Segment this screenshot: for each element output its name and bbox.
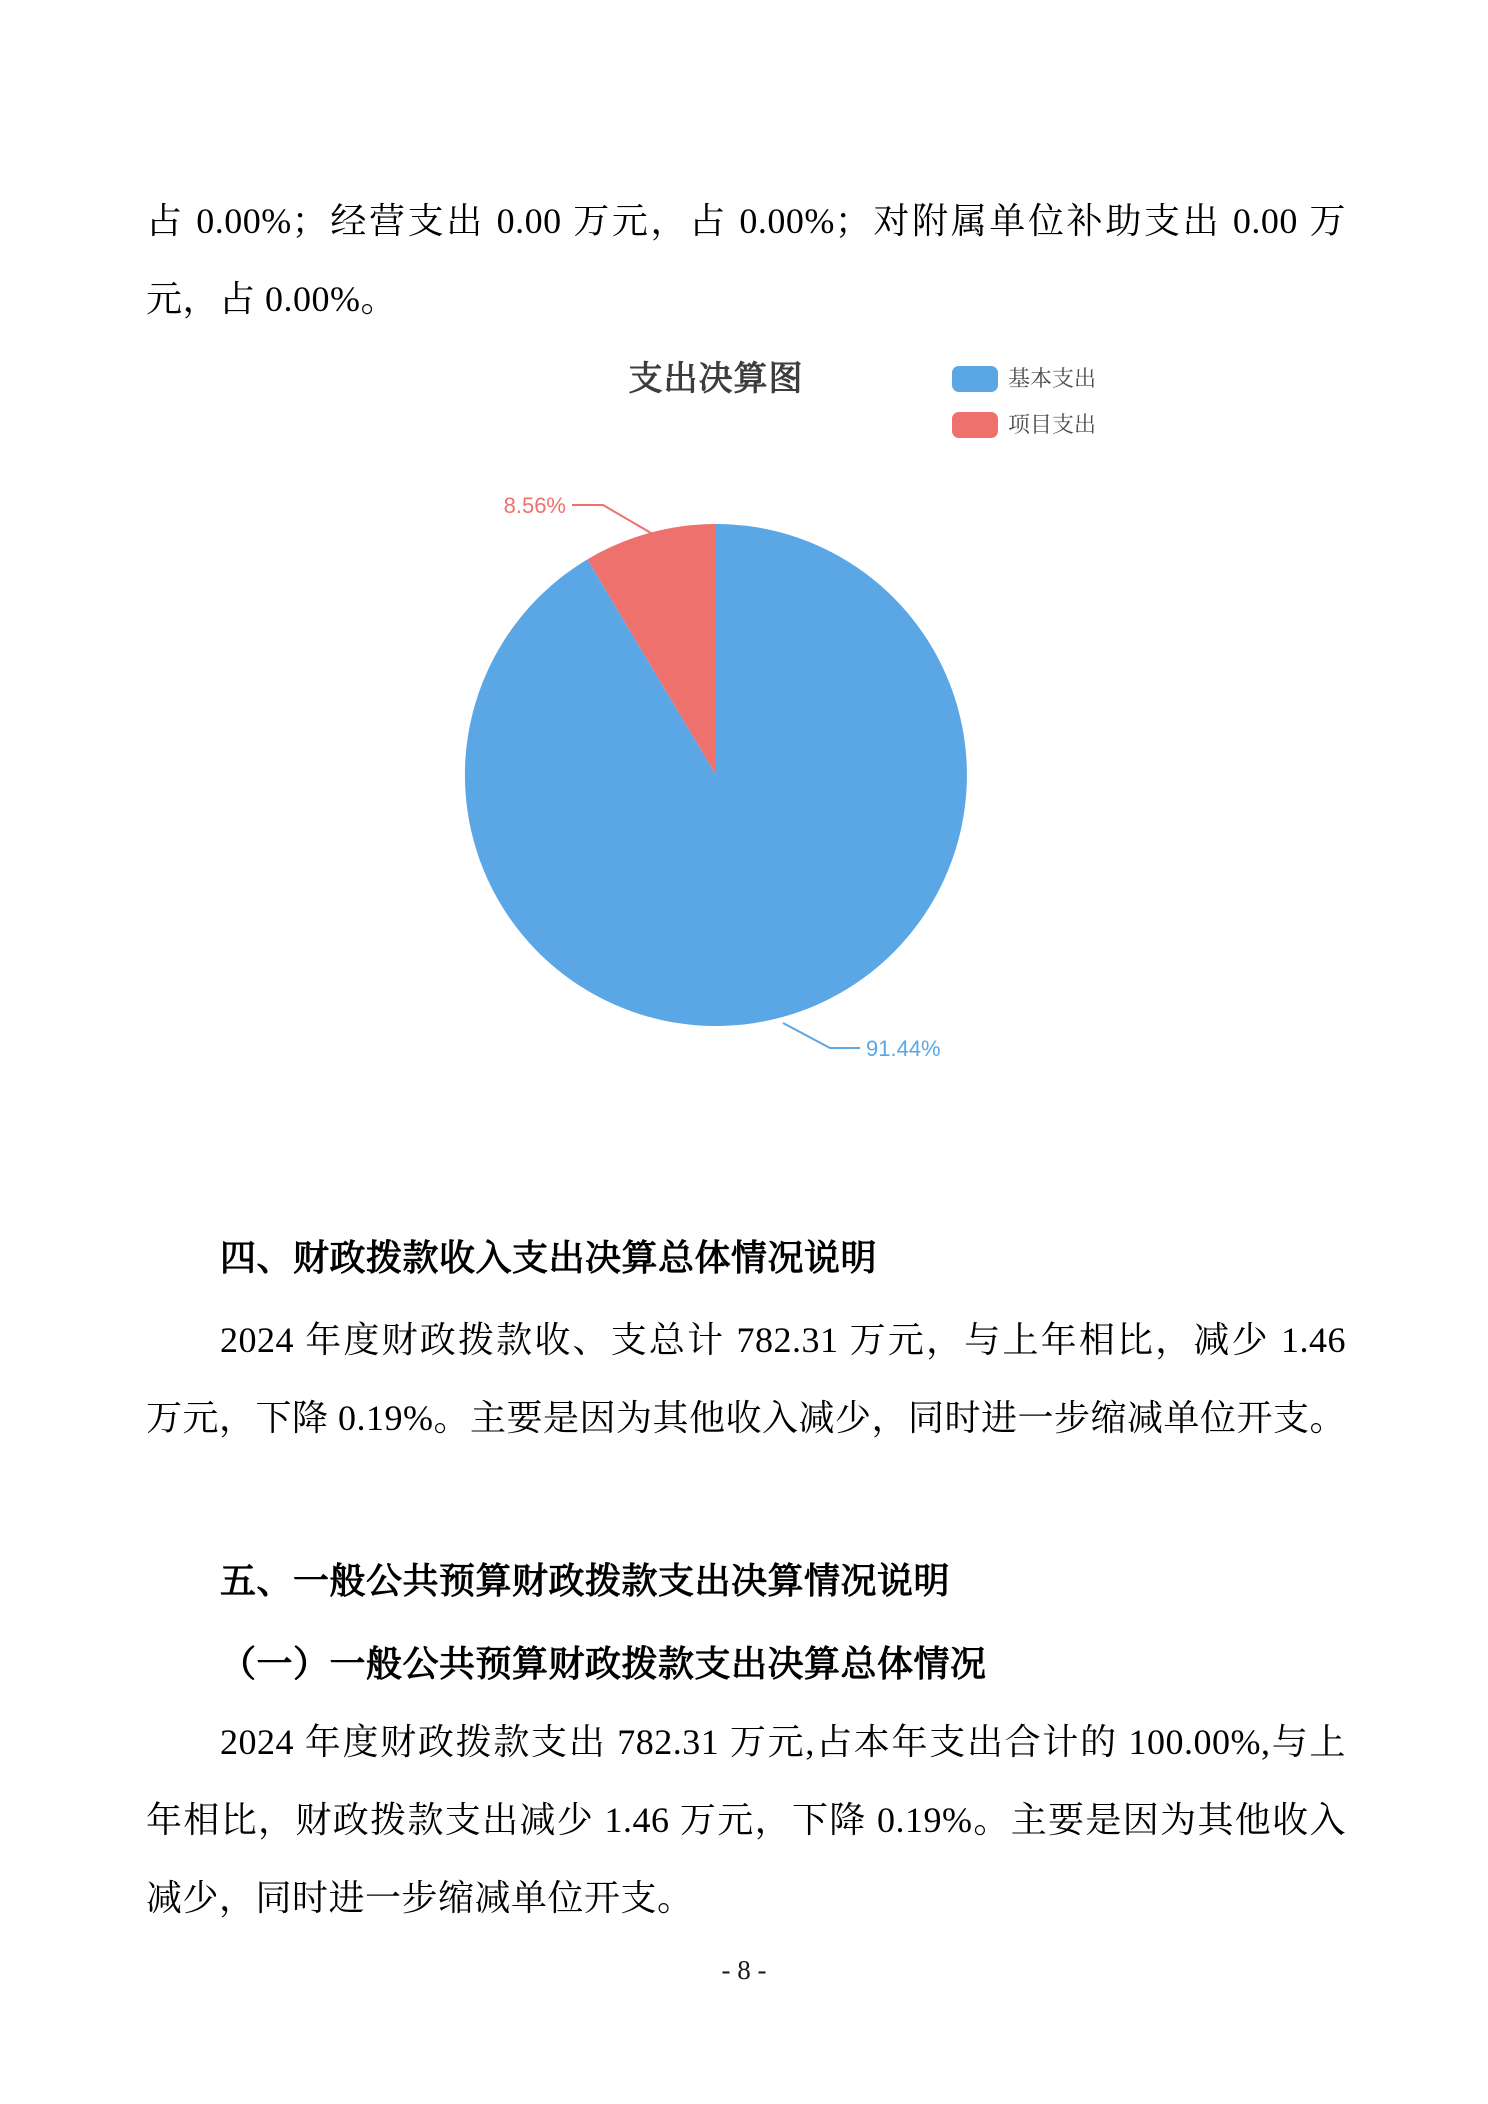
heading-section-four: 四、财政拨款收入支出决算总体情况说明	[220, 1238, 878, 1278]
heading-section-five-sub-one: （一）一般公共预算财政拨款支出决算总体情况	[220, 1644, 987, 1684]
pie-label-basic-expenditure-leader-line	[783, 1023, 860, 1048]
pie-chart	[380, 440, 1060, 1140]
pie-label-basic-expenditure: 91.44%	[866, 1036, 941, 1061]
heading-section-five: 五、一般公共预算财政拨款支出决算情况说明	[220, 1561, 951, 1601]
pie-label-project-expenditure: 8.56%	[503, 493, 566, 518]
legend-item-project-expenditure	[952, 412, 1096, 438]
legend-label-basic-expenditure: 基本支出	[1008, 366, 1097, 391]
legend-label-project-expenditure: 项目支出	[1008, 412, 1097, 437]
pie-chart-title: 支出决算图	[628, 360, 804, 398]
legend-swatch-project-expenditure	[952, 412, 998, 438]
paragraph-expenditure-shares: 占 0.00%；经营支出 0.00 万元，占 0.00%；对附属单位补助支出 0.00 万元，占 0.00%。	[146, 201, 1346, 319]
pie-label-project-expenditure-leader-line	[572, 505, 651, 533]
page-number: - 8 -	[721, 1955, 767, 1985]
legend-swatch-basic-expenditure	[952, 366, 998, 392]
paragraph-section-five: 2024 年度财政拨款支出 782.31 万元,占本年支出合计的 100.00%,与上年相比，财政拨款支出减少 1.46 万元，下降 0.19%。主要是因为其他收入减少，同时进一步缩减单位开支。	[146, 1722, 1346, 1918]
legend-item-basic-expenditure	[952, 366, 1096, 392]
paragraph-section-four: 2024 年度财政拨款收、支总计 782.31 万元，与上年相比，减少 1.46 万元，下降 0.19%。主要是因为其他收入减少，同时进一步缩减单位开支。	[146, 1320, 1346, 1438]
